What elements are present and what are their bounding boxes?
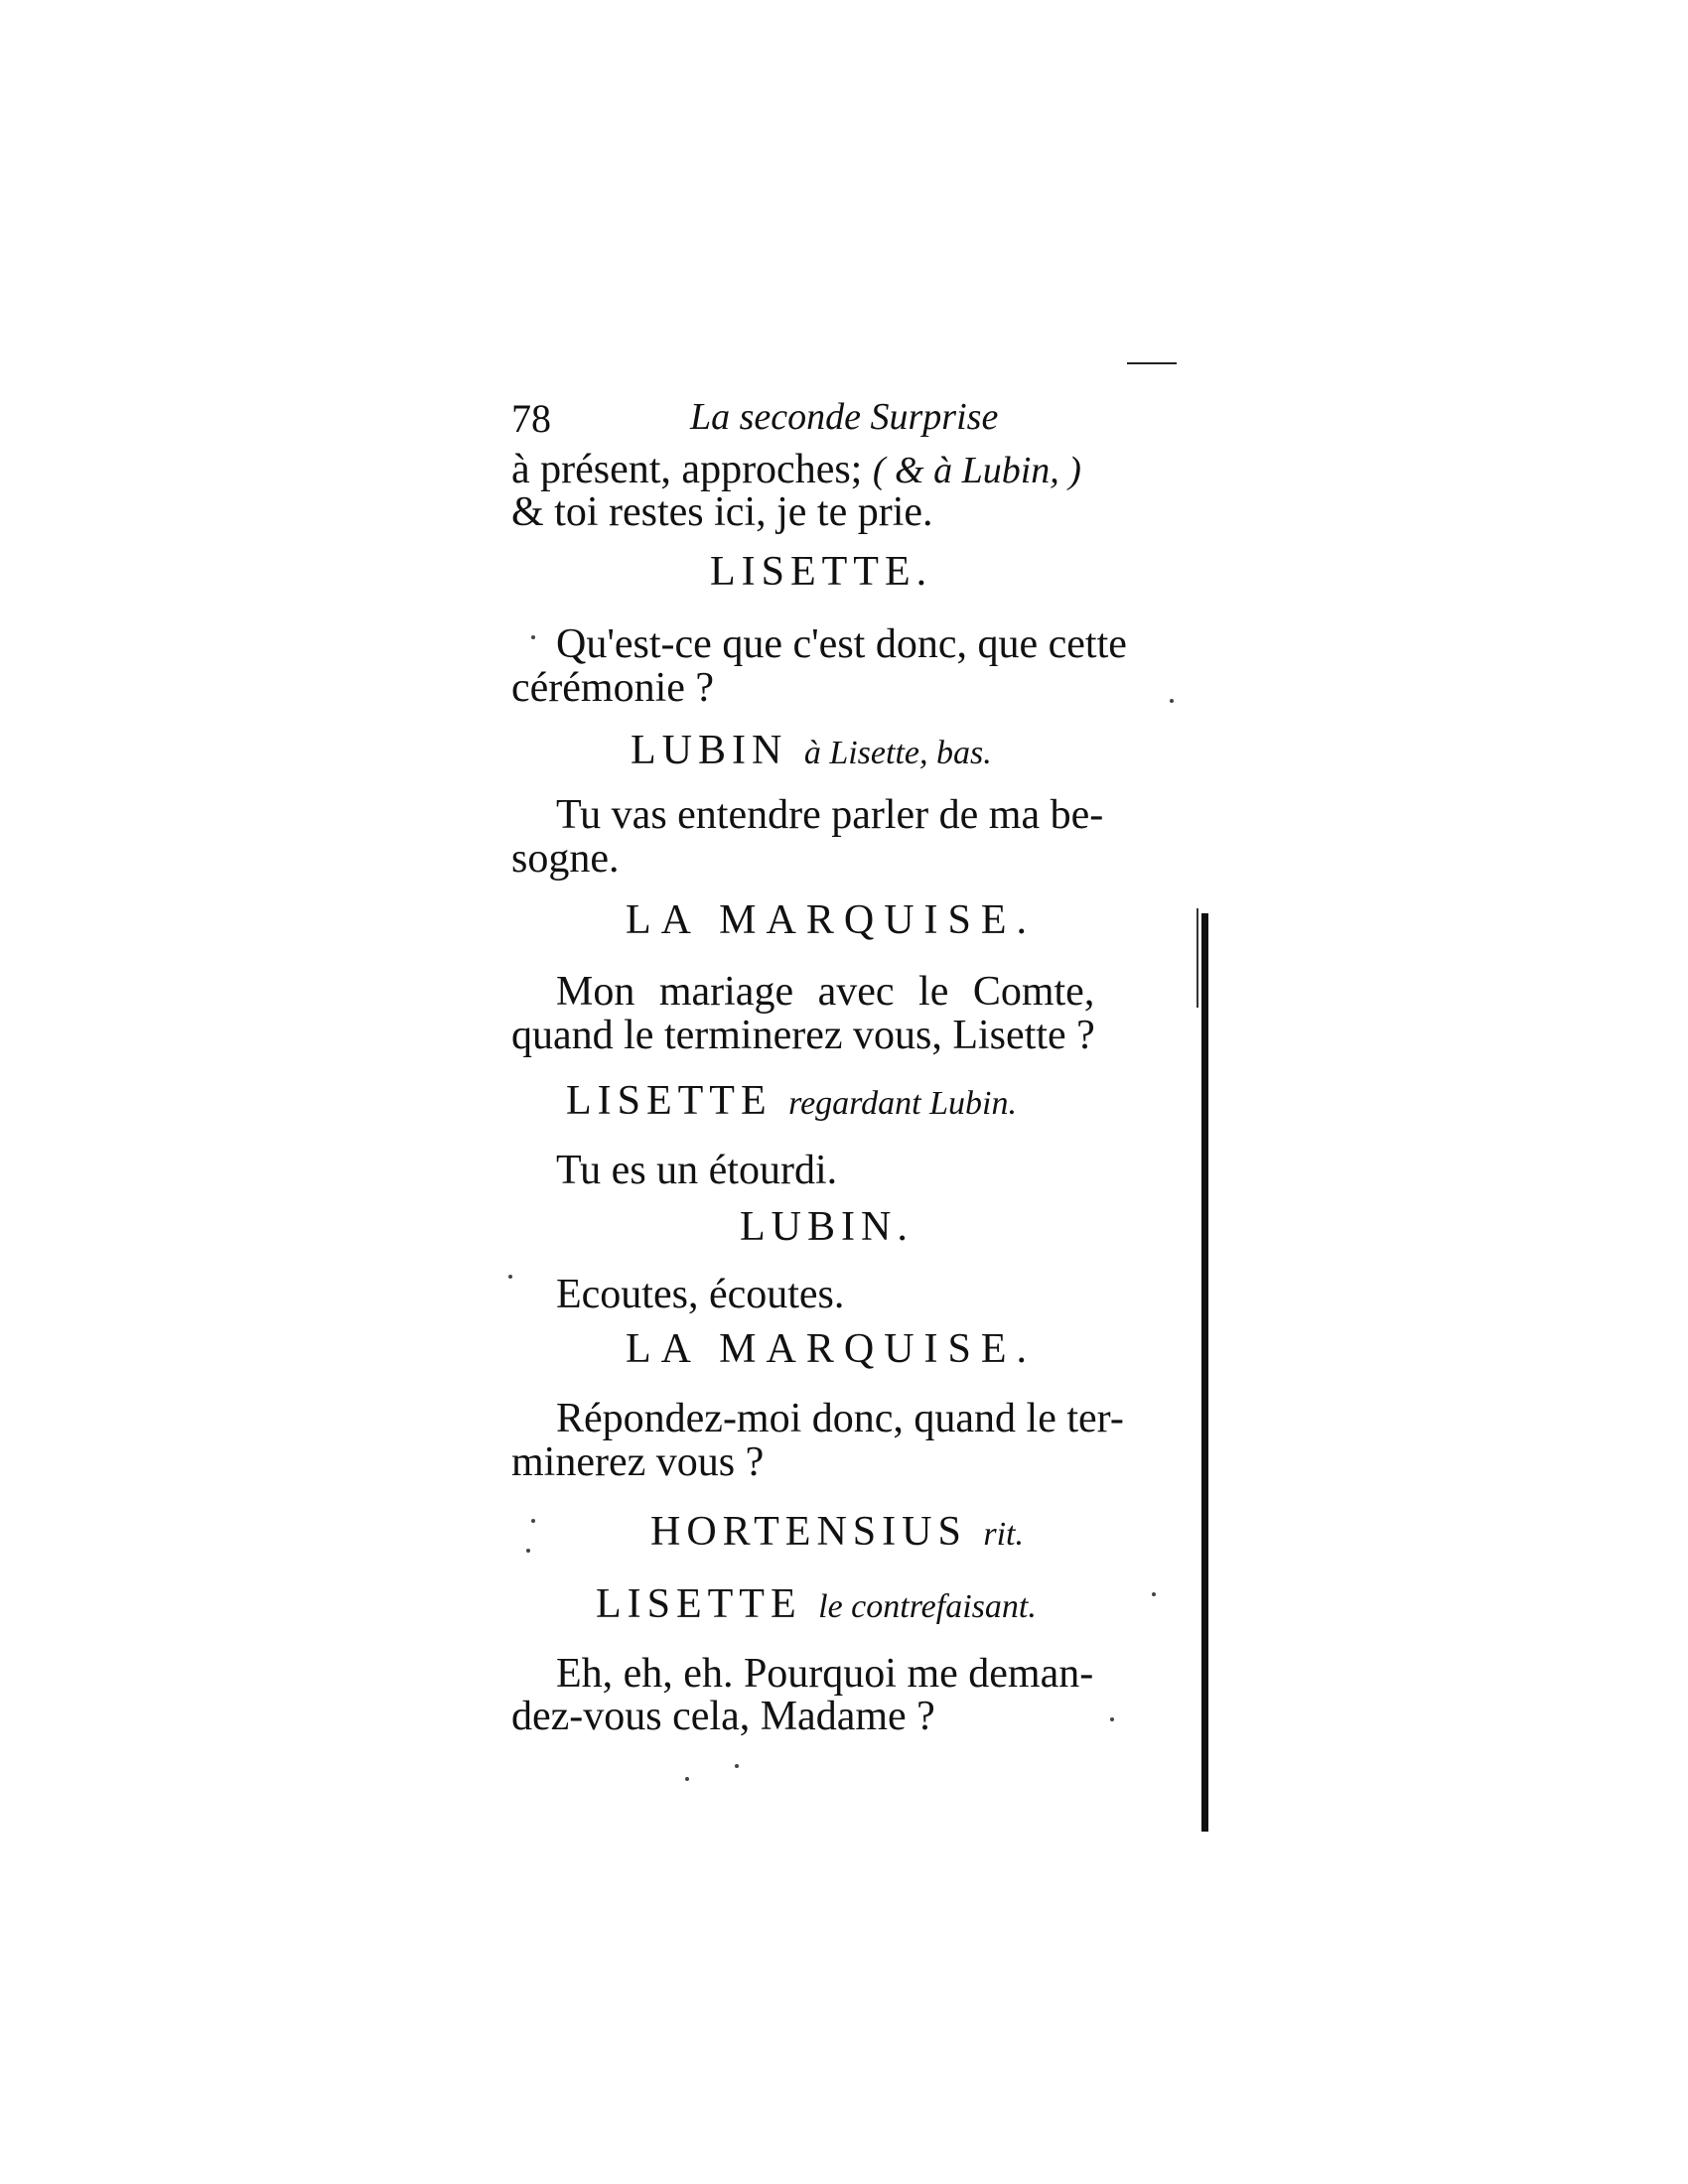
text-line xyxy=(556,971,1094,1013)
speaker-name: HORTENSIUS xyxy=(650,1509,967,1555)
text-line xyxy=(511,1015,1095,1056)
gutter-shadow xyxy=(1201,913,1208,1832)
stage-direction: à Lisette, bas. xyxy=(803,735,992,771)
speaker-heading xyxy=(650,1511,1024,1553)
ink-speck xyxy=(1152,1592,1156,1596)
stage-direction: le contrefaisant. xyxy=(818,1588,1037,1625)
speaker-name: LUBIN. xyxy=(740,1204,914,1250)
text-line xyxy=(511,491,933,533)
stage-direction: regardant Lubin. xyxy=(788,1085,1017,1122)
line-text: Répondez-moi donc, quand le ter- xyxy=(556,1396,1124,1441)
ink-speck xyxy=(1110,1717,1114,1721)
speaker-heading xyxy=(710,551,932,593)
line-text: dez-vous cela, Madame ? xyxy=(511,1694,935,1739)
speaker-name: LISETTE xyxy=(596,1581,802,1627)
ink-speck xyxy=(685,1777,689,1781)
top-rule xyxy=(1127,362,1177,364)
text-line xyxy=(511,838,620,880)
speaker-name: LA MARQUISE. xyxy=(626,1326,1038,1372)
text-line xyxy=(511,449,1081,490)
stage-direction: rit. xyxy=(983,1516,1024,1553)
text-line xyxy=(556,1274,844,1315)
text-line xyxy=(556,623,1127,665)
ink-speck xyxy=(526,1549,530,1553)
ink-speck xyxy=(531,635,535,639)
stage-direction: ( & à Lubin, ) xyxy=(872,450,1081,491)
speaker-name: LISETTE xyxy=(566,1078,773,1124)
speaker-name: LISETTE. xyxy=(710,549,933,595)
line-text: Tu es un étourdi. xyxy=(556,1148,838,1193)
line-text: sogne. xyxy=(511,836,620,882)
speaker-heading xyxy=(626,899,1037,941)
text-line xyxy=(511,667,714,709)
line-text: quand le terminerez vous, Lisette ? xyxy=(511,1013,1095,1058)
text-line xyxy=(556,794,1103,836)
line-text: Ecoutes, écoutes. xyxy=(556,1272,845,1317)
speaker-heading xyxy=(566,1080,1017,1122)
speaker-name: LUBIN xyxy=(631,728,788,773)
line-text: minerez vous ? xyxy=(511,1439,765,1485)
running-title: La seconde Surprise xyxy=(690,396,999,438)
speaker-heading xyxy=(631,730,992,771)
line-text: Mon mariage avec le Comte, xyxy=(556,969,1095,1015)
line-text: Eh, eh, eh. Pourquoi me deman- xyxy=(556,1651,1094,1697)
text-line xyxy=(556,1150,837,1191)
line-text: Tu vas entendre parler de ma be- xyxy=(556,792,1104,838)
text-line xyxy=(556,1398,1124,1439)
ink-speck xyxy=(531,1519,535,1523)
page-number: 78 xyxy=(511,396,551,441)
ink-speck xyxy=(1170,699,1174,703)
line-text: & toi restes ici, je te prie. xyxy=(511,489,933,535)
speaker-heading xyxy=(626,1328,1037,1370)
page-header xyxy=(511,395,1147,455)
text-line xyxy=(511,1696,935,1737)
gutter-shadow-line xyxy=(1196,908,1198,1008)
line-text: cérémonie ? xyxy=(511,665,715,711)
ink-speck xyxy=(508,1275,512,1279)
text-line xyxy=(556,1653,1093,1695)
text-line xyxy=(511,1441,764,1483)
speaker-heading xyxy=(740,1206,914,1248)
line-text: Qu'est-ce que c'est donc, que cette xyxy=(556,621,1127,667)
line-text: à présent, approches; xyxy=(511,447,863,492)
speaker-heading xyxy=(596,1583,1037,1625)
ink-speck xyxy=(735,1764,739,1768)
speaker-name: LA MARQUISE. xyxy=(626,897,1038,943)
